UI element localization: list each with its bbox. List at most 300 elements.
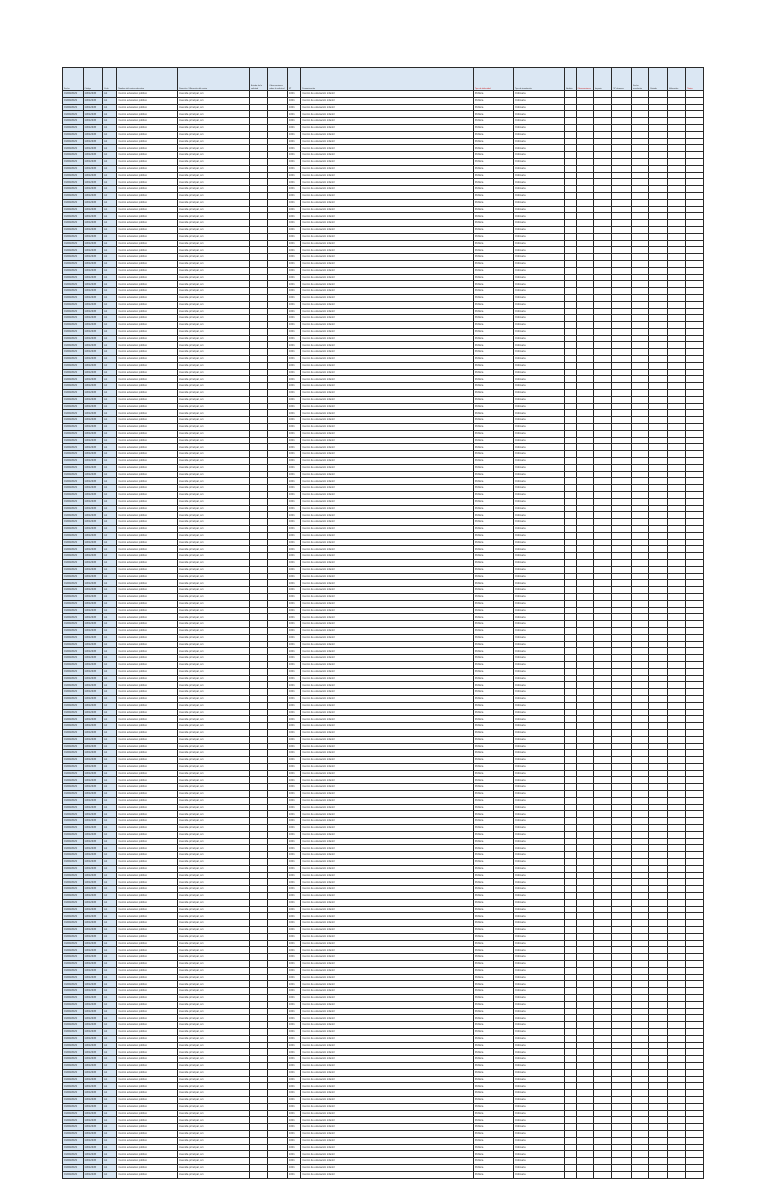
table-cell-c8: 1001 xyxy=(287,940,300,947)
table-cell-c18 xyxy=(667,736,685,743)
table-cell-c5: Avenida principal, s/n xyxy=(178,723,250,730)
table-cell-c5: Avenida principal, s/n xyxy=(178,872,250,879)
table-cell-c6 xyxy=(249,1028,267,1035)
table-cell-c11: Ordinaria xyxy=(513,1083,564,1090)
table-row xyxy=(63,940,704,947)
table-cell-c16 xyxy=(632,294,649,301)
table-cell-c13 xyxy=(576,920,593,927)
table-cell-c19 xyxy=(686,383,704,390)
table-cell-c5: Avenida principal, s/n xyxy=(178,621,250,628)
table-cell-c12 xyxy=(565,723,576,730)
table-cell-c6 xyxy=(249,559,267,566)
table-cell-c17 xyxy=(649,254,667,261)
table-cell-c11: Ordinaria xyxy=(513,661,564,668)
table-cell-c4: Centro educativo público xyxy=(117,845,178,852)
table-cell-c13 xyxy=(576,634,593,641)
table-cell-c19 xyxy=(686,777,704,784)
table-cell-c3: A1 xyxy=(103,464,117,471)
table-cell-c5: Avenida principal, s/n xyxy=(178,614,250,621)
table-cell-c17 xyxy=(649,451,667,458)
table-cell-c11: Ordinaria xyxy=(513,342,564,349)
table-cell-c4: Centro educativo público xyxy=(117,97,178,104)
table-cell-c5: Avenida principal, s/n xyxy=(178,152,250,159)
table-cell-c11: Ordinaria xyxy=(513,206,564,213)
table-cell-c9: Centro de educación infantil xyxy=(301,641,474,648)
table-cell-c10: Pública xyxy=(473,689,513,696)
table-cell-c14 xyxy=(594,267,612,274)
table-cell-c3: A1 xyxy=(103,668,117,675)
table-cell-c6 xyxy=(249,777,267,784)
table-cell-c11: Ordinaria xyxy=(513,131,564,138)
table-cell-c14 xyxy=(594,682,612,689)
table-cell-c10: Pública xyxy=(473,138,513,145)
table-cell-c6 xyxy=(249,621,267,628)
table-cell-c19 xyxy=(686,818,704,825)
table-cell-c1: 01/09/2023 xyxy=(63,607,84,614)
table-cell-c12 xyxy=(565,1056,576,1063)
table-cell-c8: 1001 xyxy=(287,1083,300,1090)
table-cell-c16 xyxy=(632,695,649,702)
table-cell-c13 xyxy=(576,131,593,138)
table-cell-c11: Ordinaria xyxy=(513,831,564,838)
table-cell-c8: 1001 xyxy=(287,661,300,668)
table-cell-c4: Centro educativo público xyxy=(117,539,178,546)
table-row xyxy=(63,1124,704,1131)
table-cell-c8: 1001 xyxy=(287,1130,300,1137)
table-cell-c19 xyxy=(686,362,704,369)
table-cell-c16 xyxy=(632,607,649,614)
table-cell-c15 xyxy=(612,152,632,159)
table-cell-c16 xyxy=(632,893,649,900)
table-cell-c13 xyxy=(576,403,593,410)
table-cell-c6 xyxy=(249,634,267,641)
table-cell-c5: Avenida principal, s/n xyxy=(178,492,250,499)
table-cell-c6 xyxy=(249,233,267,240)
table-cell-c6 xyxy=(249,682,267,689)
table-cell-c18 xyxy=(667,1110,685,1117)
table-cell-c15 xyxy=(612,362,632,369)
table-cell-c16 xyxy=(632,1062,649,1069)
table-cell-c11: Ordinaria xyxy=(513,526,564,533)
table-cell-c2: 13012345 xyxy=(83,369,103,376)
table-cell-c5: Avenida principal, s/n xyxy=(178,600,250,607)
table-cell-c1: 01/09/2023 xyxy=(63,322,84,329)
table-cell-c17 xyxy=(649,634,667,641)
table-cell-c10: Pública xyxy=(473,947,513,954)
table-cell-c11: Ordinaria xyxy=(513,437,564,444)
table-cell-c10: Pública xyxy=(473,1028,513,1035)
table-cell-c13 xyxy=(576,757,593,764)
table-cell-c10: Pública xyxy=(473,145,513,152)
table-cell-c8: 1001 xyxy=(287,213,300,220)
table-cell-c9: Centro de educación infantil xyxy=(301,655,474,662)
table-cell-c4: Centro educativo público xyxy=(117,906,178,913)
table-row xyxy=(63,886,704,893)
table-row xyxy=(63,417,704,424)
table-cell-c15 xyxy=(612,933,632,940)
table-cell-c14 xyxy=(594,988,612,995)
table-cell-c12 xyxy=(565,587,576,594)
table-cell-c3: A1 xyxy=(103,831,117,838)
table-cell-c9: Centro de educación infantil xyxy=(301,675,474,682)
table-cell-c16 xyxy=(632,553,649,560)
table-cell-c15 xyxy=(612,859,632,866)
table-cell-c18 xyxy=(667,553,685,560)
table-cell-c1: 01/09/2023 xyxy=(63,736,84,743)
table-cell-c14 xyxy=(594,961,612,968)
table-cell-c10: Pública xyxy=(473,301,513,308)
table-cell-c13 xyxy=(576,641,593,648)
table-cell-c5: Avenida principal, s/n xyxy=(178,247,250,254)
table-row xyxy=(63,1096,704,1103)
table-cell-c14 xyxy=(594,478,612,485)
table-cell-c3: A1 xyxy=(103,498,117,505)
table-cell-c12 xyxy=(565,553,576,560)
table-cell-c10: Pública xyxy=(473,614,513,621)
table-cell-c13 xyxy=(576,1117,593,1124)
table-cell-c6 xyxy=(249,695,267,702)
table-cell-c17 xyxy=(649,505,667,512)
table-cell-c7 xyxy=(268,988,288,995)
table-cell-c9: Centro de educación infantil xyxy=(301,315,474,322)
table-cell-c11: Ordinaria xyxy=(513,145,564,152)
table-cell-c6 xyxy=(249,804,267,811)
table-row xyxy=(63,559,704,566)
table-cell-c14 xyxy=(594,831,612,838)
table-cell-c16 xyxy=(632,226,649,233)
table-cell-c7 xyxy=(268,315,288,322)
table-cell-c7 xyxy=(268,274,288,281)
table-cell-c12 xyxy=(565,899,576,906)
table-cell-c10: Pública xyxy=(473,1090,513,1097)
table-cell-c10: Pública xyxy=(473,695,513,702)
table-cell-c1: 01/09/2023 xyxy=(63,899,84,906)
table-cell-c7 xyxy=(268,145,288,152)
table-cell-c8: 1001 xyxy=(287,342,300,349)
table-cell-c8: 1001 xyxy=(287,240,300,247)
table-cell-c13 xyxy=(576,226,593,233)
table-cell-c10: Pública xyxy=(473,961,513,968)
table-row xyxy=(63,1103,704,1110)
table-cell-c7 xyxy=(268,573,288,580)
table-cell-c9: Centro de educación infantil xyxy=(301,1151,474,1158)
table-cell-c17 xyxy=(649,315,667,322)
table-cell-c5: Avenida principal, s/n xyxy=(178,165,250,172)
table-cell-c7 xyxy=(268,947,288,954)
table-cell-c5: Avenida principal, s/n xyxy=(178,118,250,125)
table-cell-c18 xyxy=(667,1164,685,1171)
table-cell-c16 xyxy=(632,1151,649,1158)
table-cell-c5: Avenida principal, s/n xyxy=(178,716,250,723)
table-cell-c6 xyxy=(249,1062,267,1069)
table-cell-c12 xyxy=(565,1137,576,1144)
table-cell-c12 xyxy=(565,974,576,981)
table-cell-c5: Avenida principal, s/n xyxy=(178,97,250,104)
table-cell-c4: Centro educativo público xyxy=(117,648,178,655)
table-cell-c14 xyxy=(594,1042,612,1049)
table-cell-c1: 01/09/2023 xyxy=(63,988,84,995)
table-cell-c13 xyxy=(576,104,593,111)
table-cell-c11: Ordinaria xyxy=(513,804,564,811)
table-cell-c8: 1001 xyxy=(287,593,300,600)
table-row xyxy=(63,913,704,920)
table-cell-c5: Avenida principal, s/n xyxy=(178,974,250,981)
table-cell-c3: A1 xyxy=(103,1015,117,1022)
table-cell-c3: A1 xyxy=(103,288,117,295)
table-cell-c9: Centro de educación infantil xyxy=(301,1090,474,1097)
table-cell-c3: A1 xyxy=(103,1096,117,1103)
table-cell-c18 xyxy=(667,859,685,866)
table-cell-c9: Centro de educación infantil xyxy=(301,702,474,709)
table-cell-c12 xyxy=(565,695,576,702)
table-cell-c17 xyxy=(649,627,667,634)
table-cell-c19 xyxy=(686,546,704,553)
table-cell-c5: Avenida principal, s/n xyxy=(178,1110,250,1117)
table-cell-c5: Avenida principal, s/n xyxy=(178,383,250,390)
table-cell-c11: Ordinaria xyxy=(513,172,564,179)
table-cell-c15 xyxy=(612,974,632,981)
table-cell-c10: Pública xyxy=(473,342,513,349)
table-cell-c18 xyxy=(667,852,685,859)
table-cell-c9: Centro de educación infantil xyxy=(301,145,474,152)
table-cell-c18 xyxy=(667,872,685,879)
table-cell-c14 xyxy=(594,804,612,811)
table-cell-c18 xyxy=(667,315,685,322)
table-cell-c8: 1001 xyxy=(287,424,300,431)
table-cell-c19 xyxy=(686,539,704,546)
table-cell-c3: A1 xyxy=(103,634,117,641)
table-cell-c11: Ordinaria xyxy=(513,390,564,397)
table-cell-c17 xyxy=(649,485,667,492)
table-cell-c10: Pública xyxy=(473,546,513,553)
table-cell-c19 xyxy=(686,1028,704,1035)
table-cell-c19 xyxy=(686,702,704,709)
table-cell-c19 xyxy=(686,641,704,648)
table-cell-c13 xyxy=(576,138,593,145)
table-cell-c6 xyxy=(249,186,267,193)
table-cell-c2: 13012345 xyxy=(83,702,103,709)
table-cell-c4: Centro educativo público xyxy=(117,1090,178,1097)
table-cell-c9: Centro de educación infantil xyxy=(301,1056,474,1063)
table-cell-c19 xyxy=(686,893,704,900)
table-cell-c17 xyxy=(649,573,667,580)
table-row xyxy=(63,111,704,118)
table-cell-c12 xyxy=(565,1124,576,1131)
table-cell-c13 xyxy=(576,165,593,172)
table-cell-c11: Ordinaria xyxy=(513,1096,564,1103)
table-cell-c5: Avenida principal, s/n xyxy=(178,526,250,533)
table-cell-c4: Centro educativo público xyxy=(117,981,178,988)
table-cell-c15 xyxy=(612,410,632,417)
table-cell-c6 xyxy=(249,158,267,165)
table-row xyxy=(63,627,704,634)
table-cell-c3: A1 xyxy=(103,1124,117,1131)
table-cell-c2: 13012345 xyxy=(83,165,103,172)
table-cell-c7 xyxy=(268,485,288,492)
table-cell-c2: 13012345 xyxy=(83,736,103,743)
table-cell-c5: Avenida principal, s/n xyxy=(178,1062,250,1069)
table-cell-c10: Pública xyxy=(473,702,513,709)
table-cell-c4: Centro educativo público xyxy=(117,1015,178,1022)
table-cell-c8: 1001 xyxy=(287,1151,300,1158)
table-cell-c6 xyxy=(249,512,267,519)
table-row xyxy=(63,797,704,804)
table-cell-c10: Pública xyxy=(473,410,513,417)
table-cell-c6 xyxy=(249,886,267,893)
table-cell-c17 xyxy=(649,553,667,560)
table-cell-c13 xyxy=(576,158,593,165)
table-cell-c5: Avenida principal, s/n xyxy=(178,342,250,349)
table-cell-c7 xyxy=(268,206,288,213)
table-cell-c14 xyxy=(594,376,612,383)
table-cell-c3: A1 xyxy=(103,716,117,723)
table-cell-c3: A1 xyxy=(103,301,117,308)
table-cell-c19 xyxy=(686,954,704,961)
table-cell-c5: Avenida principal, s/n xyxy=(178,736,250,743)
table-cell-c17 xyxy=(649,526,667,533)
table-cell-c17 xyxy=(649,104,667,111)
table-cell-c2: 13012345 xyxy=(83,1015,103,1022)
table-cell-c4: Centro educativo público xyxy=(117,247,178,254)
table-cell-c15 xyxy=(612,192,632,199)
table-cell-c13 xyxy=(576,124,593,131)
table-cell-c16 xyxy=(632,1110,649,1117)
table-cell-c14 xyxy=(594,593,612,600)
table-cell-c18 xyxy=(667,899,685,906)
table-cell-c5: Avenida principal, s/n xyxy=(178,213,250,220)
table-cell-c5: Avenida principal, s/n xyxy=(178,91,250,98)
table-cell-c15 xyxy=(612,736,632,743)
table-cell-c9: Centro de educación infantil xyxy=(301,811,474,818)
table-cell-c1: 01/09/2023 xyxy=(63,559,84,566)
table-cell-c9: Centro de educación infantil xyxy=(301,784,474,791)
table-cell-c18 xyxy=(667,532,685,539)
table-cell-c14 xyxy=(594,1117,612,1124)
table-cell-c16 xyxy=(632,328,649,335)
table-cell-c15 xyxy=(612,1076,632,1083)
table-cell-c14 xyxy=(594,879,612,886)
table-cell-c7 xyxy=(268,451,288,458)
table-cell-c4: Centro educativo público xyxy=(117,831,178,838)
table-row xyxy=(63,118,704,125)
table-cell-c13 xyxy=(576,301,593,308)
table-cell-c13 xyxy=(576,186,593,193)
table-cell-c1: 01/09/2023 xyxy=(63,947,84,954)
table-cell-c7 xyxy=(268,328,288,335)
table-cell-c17 xyxy=(649,750,667,757)
table-cell-c18 xyxy=(667,655,685,662)
table-cell-c7 xyxy=(268,845,288,852)
table-cell-c8: 1001 xyxy=(287,362,300,369)
table-cell-c5: Avenida principal, s/n xyxy=(178,315,250,322)
table-cell-c17 xyxy=(649,981,667,988)
table-cell-c10: Pública xyxy=(473,886,513,893)
table-cell-c18 xyxy=(667,233,685,240)
table-cell-c3: A1 xyxy=(103,186,117,193)
table-cell-c9: Centro de educación infantil xyxy=(301,797,474,804)
table-cell-c2: 13012345 xyxy=(83,1090,103,1097)
table-cell-c5: Avenida principal, s/n xyxy=(178,566,250,573)
table-cell-c15 xyxy=(612,376,632,383)
table-cell-c7 xyxy=(268,104,288,111)
table-cell-c13 xyxy=(576,655,593,662)
table-cell-c15 xyxy=(612,1069,632,1076)
table-cell-c4: Centro educativo público xyxy=(117,335,178,342)
table-cell-c5: Avenida principal, s/n xyxy=(178,294,250,301)
table-cell-c17 xyxy=(649,390,667,397)
table-cell-c4: Centro educativo público xyxy=(117,886,178,893)
table-cell-c19 xyxy=(686,315,704,322)
table-cell-c6 xyxy=(249,1137,267,1144)
table-row xyxy=(63,444,704,451)
table-cell-c5: Avenida principal, s/n xyxy=(178,546,250,553)
table-cell-c6 xyxy=(249,702,267,709)
table-cell-c13 xyxy=(576,729,593,736)
table-row xyxy=(63,600,704,607)
table-cell-c14 xyxy=(594,1069,612,1076)
table-cell-c8: 1001 xyxy=(287,845,300,852)
table-cell-c15 xyxy=(612,723,632,730)
table-cell-c5: Avenida principal, s/n xyxy=(178,390,250,397)
table-cell-c9: Centro de educación infantil xyxy=(301,91,474,98)
table-cell-c10: Pública xyxy=(473,587,513,594)
table-cell-c6 xyxy=(249,498,267,505)
table-row xyxy=(63,274,704,281)
table-cell-c17 xyxy=(649,682,667,689)
table-cell-c10: Pública xyxy=(473,607,513,614)
table-cell-c3: A1 xyxy=(103,430,117,437)
table-cell-c3: A1 xyxy=(103,335,117,342)
table-cell-c4: Centro educativo público xyxy=(117,369,178,376)
table-row xyxy=(63,1110,704,1117)
table-cell-c3: A1 xyxy=(103,797,117,804)
table-cell-c17 xyxy=(649,471,667,478)
table-cell-c13 xyxy=(576,233,593,240)
table-cell-c9: Centro de educación infantil xyxy=(301,267,474,274)
table-cell-c7 xyxy=(268,1090,288,1097)
table-cell-c15 xyxy=(612,906,632,913)
table-cell-c8: 1001 xyxy=(287,566,300,573)
table-cell-c14 xyxy=(594,1035,612,1042)
table-cell-c5: Avenida principal, s/n xyxy=(178,695,250,702)
table-cell-c6 xyxy=(249,709,267,716)
table-cell-c11: Ordinaria xyxy=(513,1035,564,1042)
table-cell-c7 xyxy=(268,498,288,505)
table-cell-c3: A1 xyxy=(103,1069,117,1076)
table-cell-c10: Pública xyxy=(473,559,513,566)
table-cell-c13 xyxy=(576,417,593,424)
table-cell-c5: Avenida principal, s/n xyxy=(178,634,250,641)
table-cell-c14 xyxy=(594,179,612,186)
table-cell-c12 xyxy=(565,668,576,675)
table-cell-c16 xyxy=(632,913,649,920)
table-cell-c5: Avenida principal, s/n xyxy=(178,111,250,118)
table-cell-c4: Centro educativo público xyxy=(117,777,178,784)
table-cell-c8: 1001 xyxy=(287,1042,300,1049)
table-cell-c14 xyxy=(594,111,612,118)
table-cell-c4: Centro educativo público xyxy=(117,811,178,818)
table-cell-c5: Avenida principal, s/n xyxy=(178,1151,250,1158)
table-cell-c10: Pública xyxy=(473,519,513,526)
table-cell-c7 xyxy=(268,763,288,770)
table-cell-c17 xyxy=(649,294,667,301)
table-cell-c15 xyxy=(612,593,632,600)
table-cell-c16 xyxy=(632,403,649,410)
table-cell-c16 xyxy=(632,505,649,512)
table-cell-c9: Centro de educación infantil xyxy=(301,1001,474,1008)
table-cell-c1: 01/09/2023 xyxy=(63,464,84,471)
table-cell-c18 xyxy=(667,893,685,900)
